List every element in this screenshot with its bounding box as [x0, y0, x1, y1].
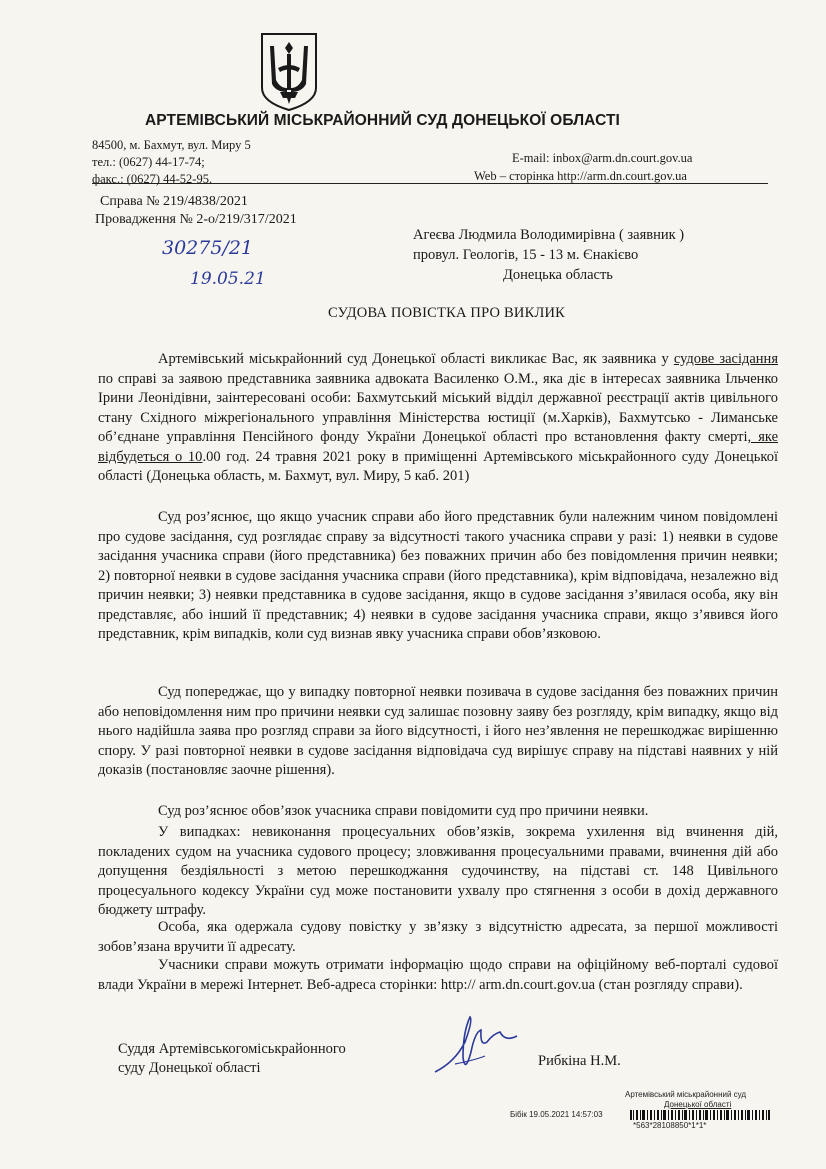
barcode-icon	[630, 1110, 770, 1120]
stamp-court-line2: Донецької області	[664, 1100, 732, 1109]
summons-text-b: по справі за заявою представника заявника адвоката Василенко О.М., яка діє в інтересах заявника Ільченко Ірини Леонідівни, заінтересовані особи: Бахмутський міський відділ державної реєстрації актів цивільного стану Східного міжрегіонального управління Міністерства юстиції (м.Харків), Бахмутсько - Лиманське об’єднане управління Пенсійного фонду України Донецької області про встановлення факту смерті	[98, 370, 778, 445]
court-name-heading: АРТЕМІВСЬКИЙ МІСЬКРАЙОННИЙ СУД ДОНЕЦЬКОЇ ОБЛАСТІ	[145, 112, 620, 129]
handwritten-reg-date: 19.05.21	[190, 269, 266, 289]
court-website: Web – сторінка http://arm.dn.court.gov.ua	[474, 169, 687, 183]
handwritten-registration-note	[160, 232, 280, 292]
recipient-name: Агеєва Людмила Володимирівна ( заявник )	[413, 227, 685, 243]
court-fax: факс.: (0627) 44-52-95.	[92, 172, 213, 186]
handwritten-reg-number: 30275/21	[162, 237, 254, 259]
proceeding-number: Провадження № 2-о/219/317/2021	[95, 212, 297, 227]
summons-time-underline: , яке відбудеться о 10	[98, 429, 778, 465]
paragraph-delivery: Особа, яка одержала судову повістку у зв’язку з відсутністю адресата, за першої можливості зобов’язана вручити її адресату.	[98, 919, 778, 955]
court-email: E-mail: inbox@arm.dn.court.gov.ua	[512, 151, 693, 165]
case-number: Справа № 219/4838/2021	[100, 194, 248, 209]
document-title: СУДОВА ПОВІСТКА ПРО ВИКЛИК	[328, 305, 566, 321]
judge-position-line1: Суддя Артемівськогоміськрайонного	[118, 1041, 346, 1057]
paragraph-summons	[98, 350, 778, 487]
paragraph-duty: Суд роз’яснює обов’язок учасника справи повідомити суд про причини неявки.	[158, 803, 649, 819]
paragraph-info: Учасники справи можуть отримати інформацію щодо справи на офіційному веб-порталі судової влади України в мережі Інтернет. Веб-адреса сторінки: http:// arm.dn.court.gov.ua (стан розгляду справи).	[98, 957, 778, 993]
barcode-text: *563*28108850*1*1*	[633, 1121, 707, 1130]
judge-name: Рибкіна Н.М.	[538, 1053, 621, 1069]
recipient-street: провул. Геологів, 15 - 13 м. Єнакієво	[413, 247, 639, 263]
summons-text-a: Артемівський міськрайонний суд Донецької області викликає Вас, як заявника у	[158, 351, 674, 367]
court-phone: тел.: (0627) 44-17-74;	[92, 155, 205, 169]
header-divider	[92, 183, 768, 184]
judge-signature-icon	[425, 1012, 525, 1082]
court-address: 84500, м. Бахмут, вул. Миру 5	[92, 138, 251, 152]
stamp-court-line1: Артемівський міськрайонний суд	[625, 1090, 747, 1099]
stamp-timestamp: Бібік 19.05.2021 14:57:03	[510, 1110, 603, 1119]
paragraph-penalty: У випадках: невиконання процесуальних обов’язків, зокрема ухилення від вчинення дій, покладених судом на учасника судового процесу; зловживання процесуальними правами, вчинення дій або допущення бездіяльності з метою перешкоджання судочинству, на підставі ст. 148 Цивільного процесуального кодексу України суд може постановити ухвалу про стягнення з особи в дохід державного бюджету штрафу.	[98, 824, 778, 918]
paragraph-warning: Суд попереджає, що у випадку повторної неявки позивача в судове засідання без поважних причин або неповідомлення ним про причини неявки суд залишає позовну заяву без розгляду, крім випадку, якщо від нього надійшла заява про розгляд справи за його відсутності, і його нез’явлення не перешкоджає вирішенню спору. У разі повторної неявки в судове засідання відповідача суд вирішує справу на підставі наявних у ній доказів (постановляє заочне рішення).	[98, 684, 778, 778]
trident-emblem-icon	[258, 32, 320, 112]
paragraph-absence-rules: Суд роз’яснює, що якщо учасник справи або його представник були належним чином повідомлені про судове засідання, суд розглядає справу за відсутності такого учасника справи у разі: 1) неявки в судове засідання учасника справи (його представника) без поважних причин або без повідомлення причин неявки; 2) повторної неявки в судове засідання учасника справи (його представника), крім відповідача, незалежно від причин неявки; 3) неявки представника в судове засідання, якщо в судове засідання з’явилася особа, яку він представляє, або інший її представник; 4) неявки в судове засідання учасника справи, якщо з’явився його представник, крім випадків, коли суд визнав явку учасника справи обов’язковою.	[98, 509, 778, 642]
recipient-region: Донецька область	[503, 267, 613, 283]
judge-position-line2: суду Донецької області	[118, 1060, 261, 1076]
summons-text-c: .00 год. 24 травня 2021 року в приміщенні Артемівського міськрайонного суду Донецької області (Донецька область, м. Бахмут, вул. Миру, 5 каб. 201)	[98, 448, 778, 484]
summons-hearing-underline: судове засідання	[673, 351, 778, 367]
